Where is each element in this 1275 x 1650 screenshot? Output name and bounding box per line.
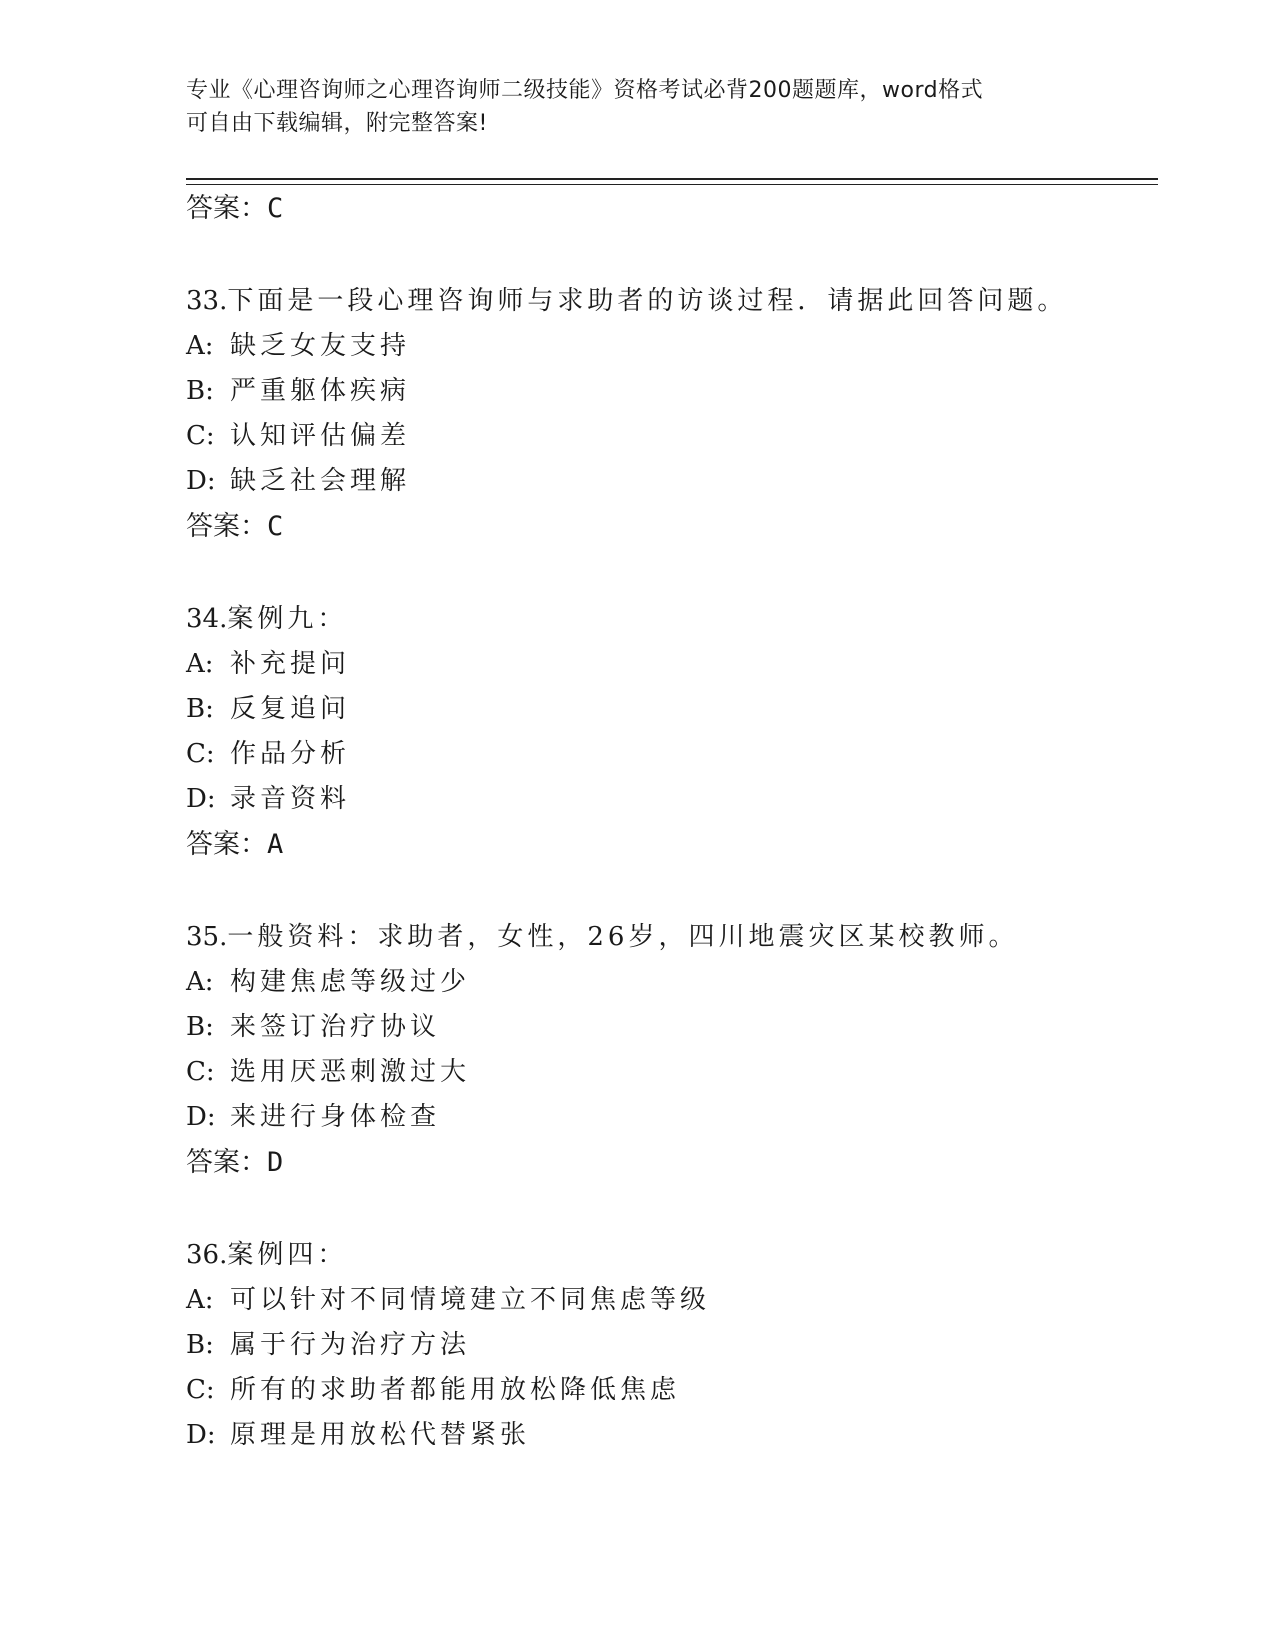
- answer-label: 答案：: [186, 511, 267, 542]
- question-stem: [186, 914, 1146, 960]
- question-text: 一般资料：求助者，女性，26岁，四川地震灾区某校教师。: [227, 922, 1019, 952]
- option-text: 录音资料: [230, 784, 351, 814]
- header-rule-thick: [186, 178, 1158, 180]
- question-stem: [186, 596, 1146, 642]
- answer-label: 答案：: [186, 193, 267, 224]
- option-key: C:: [186, 421, 215, 451]
- option-text: 原理是用放松代替紧张: [230, 1420, 531, 1450]
- option-a: [186, 324, 1146, 369]
- question-number: 34.: [186, 604, 228, 634]
- question-list: [186, 186, 1146, 1458]
- option-c: [186, 732, 1146, 777]
- document-header: [186, 74, 1086, 140]
- option-key: D:: [186, 466, 216, 496]
- header-line-1: 专业《心理咨询师之心理咨询师二级技能》资格考试必背200题题库，word格式: [186, 78, 984, 103]
- question-text: 案例九：: [227, 604, 348, 634]
- option-text: 属于行为治疗方法: [230, 1330, 471, 1360]
- option-b: [186, 1005, 1146, 1050]
- option-text: 反复追问: [230, 694, 351, 724]
- option-key: C:: [186, 1057, 215, 1087]
- option-key: B:: [186, 1330, 214, 1360]
- option-text: 所有的求助者都能用放松降低焦虑: [230, 1375, 681, 1405]
- option-text: 来签订治疗协议: [230, 1012, 441, 1042]
- answer-label: 答案：: [186, 1147, 267, 1178]
- option-text: 作品分析: [230, 739, 351, 769]
- option-key: B:: [186, 694, 214, 724]
- question-number: 33.: [186, 286, 228, 316]
- question-33: [186, 278, 1146, 550]
- option-key: D:: [186, 784, 216, 814]
- answer-value: C: [267, 193, 284, 224]
- answer-value: C: [267, 511, 284, 542]
- option-b: [186, 1323, 1146, 1368]
- question-number: 35.: [186, 922, 228, 952]
- option-key: A:: [186, 967, 214, 997]
- question-text: 案例四：: [227, 1240, 348, 1270]
- option-d: [186, 777, 1146, 822]
- question-36: [186, 1232, 1146, 1458]
- question-answer: [186, 504, 1146, 550]
- answer-value: A: [267, 829, 284, 860]
- option-c: [186, 414, 1146, 459]
- question-answer: [186, 822, 1146, 868]
- option-key: A:: [186, 331, 214, 361]
- option-text: 来进行身体检查: [230, 1102, 441, 1132]
- option-text: 选用厌恶刺激过大: [230, 1057, 471, 1087]
- option-a: [186, 960, 1146, 1005]
- option-key: D:: [186, 1420, 216, 1450]
- question-stem: [186, 1232, 1146, 1278]
- option-text: 严重躯体疾病: [230, 376, 411, 406]
- option-d: [186, 1413, 1146, 1458]
- option-c: [186, 1050, 1146, 1095]
- question-number: 36.: [186, 1240, 228, 1270]
- question-stem: [186, 278, 1146, 324]
- option-text: 缺乏社会理解: [230, 466, 411, 496]
- option-c: [186, 1368, 1146, 1413]
- option-a: [186, 1278, 1146, 1323]
- question-answer: [186, 1140, 1146, 1186]
- question-34: [186, 596, 1146, 868]
- option-text: 补充提问: [230, 649, 351, 679]
- option-text: 构建焦虑等级过少: [230, 967, 471, 997]
- option-text: 认知评估偏差: [230, 421, 411, 451]
- option-key: B:: [186, 1012, 214, 1042]
- option-key: A:: [186, 649, 214, 679]
- previous-answer: [186, 186, 1146, 232]
- answer-value: D: [267, 1147, 284, 1178]
- answer-label: 答案：: [186, 829, 267, 860]
- option-a: [186, 642, 1146, 687]
- header-line-2: 可自由下载编辑，附完整答案!: [186, 111, 488, 136]
- header-rule-thin: [186, 184, 1158, 185]
- option-d: [186, 1095, 1146, 1140]
- option-key: B:: [186, 376, 214, 406]
- question-text: 下面是一段心理咨询师与求助者的访谈过程．请据此回答问题。: [227, 286, 1068, 316]
- option-key: A:: [186, 1285, 214, 1315]
- option-d: [186, 459, 1146, 504]
- question-35: [186, 914, 1146, 1186]
- option-key: D:: [186, 1102, 216, 1132]
- option-key: C:: [186, 1375, 215, 1405]
- option-text: 可以针对不同情境建立不同焦虑等级: [230, 1285, 711, 1315]
- option-b: [186, 369, 1146, 414]
- option-text: 缺乏女友支持: [230, 331, 411, 361]
- option-key: C:: [186, 739, 215, 769]
- option-b: [186, 687, 1146, 732]
